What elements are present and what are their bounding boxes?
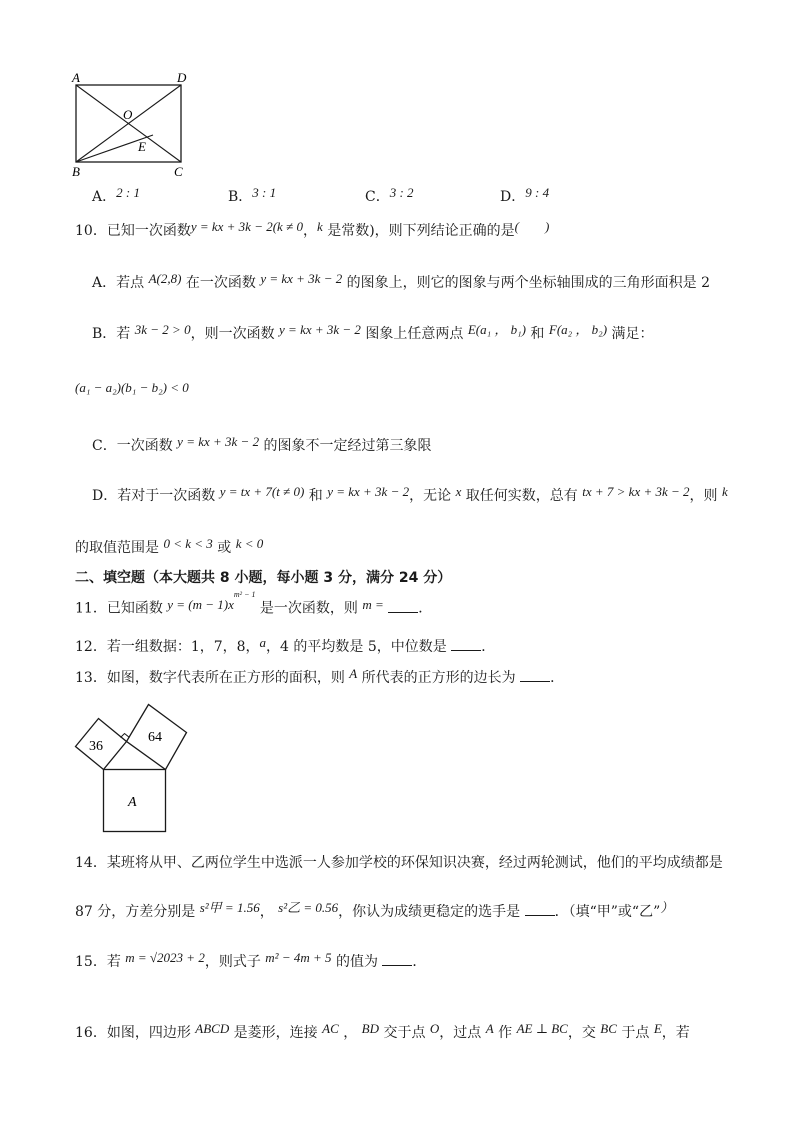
label-a: A <box>72 70 80 85</box>
q9-option-a[interactable] <box>92 186 140 206</box>
q12: 12．若一组数据：1，7，8，a，4 的平均数是 5，中位数是 ． <box>75 635 496 655</box>
q16: 16．如图，四边形 ABCD 是菱形，连接 AC ， BD 交于点 O，过点 A 作 AE ⊥ BC，交 BC 于点 E，若 <box>75 1021 690 1041</box>
q10-stem: 10．已知一次函数y = kx + 3k − 2(k ≠ 0，k 是常数)，则下列结论正确的是( ) <box>75 219 550 239</box>
answer-blank[interactable] <box>388 612 418 613</box>
q14-line2: 87 分，方差分别是 s²甲 = 1.56， s²乙 = 0.56，你认为成绩更稳定的选手是 ．（填“甲”或“乙”） <box>75 900 674 920</box>
answer-blank[interactable] <box>520 681 550 682</box>
q10-option-d[interactable]: D．若对于一次函数 y = tx + 7(t ≠ 0) 和 y = kx + 3k − 2，无论 x 取任何实数，总有 tx + 7 > kx + 3k − 2，则 k <box>92 484 728 504</box>
q15: 15．若 m = √2023 + 2，则式子 m² − 4m + 5 的值为 ． <box>75 950 427 970</box>
q14-line1: 14．某班将从甲、乙两位学生中选派一人参加学校的环保知识决赛，经过两轮测试，他们的平均成绩都是 <box>75 855 723 871</box>
q10-option-a[interactable]: A．若点 A(2,8) 在一次函数 y = kx + 3k − 2 的图象上，则它的图象与两个坐标轴围成的三角形面积是 2 <box>92 271 711 291</box>
option-value: 3 : 1 <box>252 185 277 200</box>
section-heading: 二、填空题（本大题共 8 小题，每小题 3 分，满分 24 分） <box>75 570 452 586</box>
option-value: 9 : 4 <box>525 185 550 200</box>
q13: 13．如图，数字代表所在正方形的面积，则 A 所代表的正方形的边长为 ． <box>75 666 565 686</box>
option-letter: A． <box>92 189 117 205</box>
q10-option-d-continued: 的取值范围是 0 < k < 3 或 k < 0 <box>75 536 264 556</box>
option-letter: C． <box>365 189 390 205</box>
answer-blank[interactable] <box>382 965 412 966</box>
label-e: E <box>138 139 146 154</box>
option-letter: B． <box>228 189 253 205</box>
rectangle-figure <box>66 68 196 183</box>
option-value: 3 : 2 <box>389 185 414 200</box>
answer-blank[interactable] <box>451 650 481 651</box>
label-o: O <box>123 107 133 122</box>
q9-option-d[interactable] <box>500 186 549 206</box>
q10-option-b[interactable]: B．若 3k − 2 > 0，则一次函数 y = kx + 3k − 2 图象上任意两点 E(a₁ ， b₁) 和 F(a₂ ， b₂) 满足： <box>92 322 654 342</box>
square-36-label: 36 <box>89 739 103 754</box>
label-c: C <box>174 164 183 179</box>
label-b: B <box>72 164 80 179</box>
square-a-label: A <box>128 795 137 810</box>
option-value: 2 : 1 <box>116 185 140 200</box>
q10-option-b-continued: (a₁ − a₂)(b₁ − b₂) < 0 <box>75 380 189 395</box>
q11: 11．已知函数 $y = (m - 1)x^{m^2 - 1}$ 是一次函数，则 m = ． <box>75 590 433 617</box>
square-64-label: 64 <box>148 730 162 745</box>
squares-figure <box>66 693 216 838</box>
option-letter: D． <box>500 189 526 205</box>
label-d: D <box>177 70 187 85</box>
q10-option-c[interactable]: C．一次函数 y = kx + 3k − 2 的图象不一定经过第三象限 <box>92 434 432 454</box>
q9-option-c[interactable] <box>365 186 414 206</box>
answer-blank[interactable] <box>525 915 555 916</box>
q9-option-b[interactable] <box>228 186 276 206</box>
